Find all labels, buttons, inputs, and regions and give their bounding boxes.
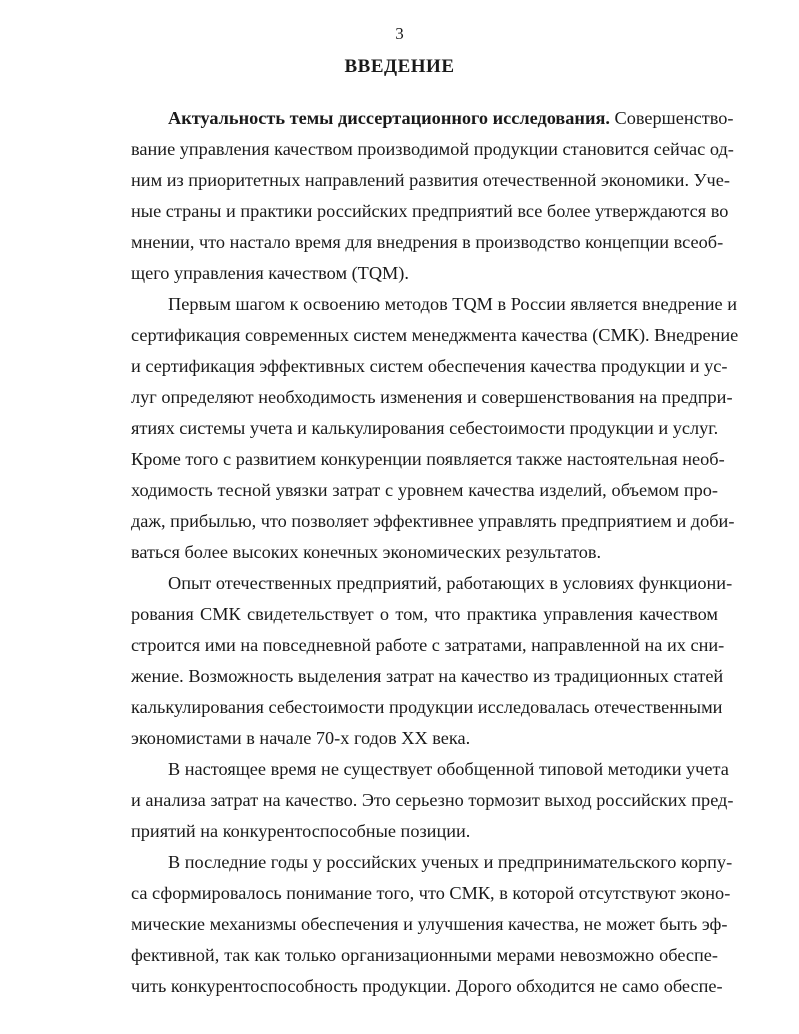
paragraph-1-line-2: вание управления качеством производимой продукции становится сейчас од- xyxy=(131,139,734,159)
paragraph-3-line-3: строится ими на повседневной работе с затратами, направленной на их сни- xyxy=(131,635,725,655)
paragraph-4-line-3: приятий на конкурентоспособные позиции. xyxy=(131,821,471,841)
paragraph-2-line-5: ятиях системы учета и калькулирования себестоимости продукции и услуг. xyxy=(131,418,719,438)
paragraph-2-line-1: Первым шагом к освоению методов TQM в России является внедрение и xyxy=(168,294,738,314)
paragraph-4-line-2: и анализа затрат на качество. Это серьезно тормозит выход российских пред- xyxy=(131,790,734,810)
paragraph-3-line-1: Опыт отечественных предприятий, работающих в условиях функциони- xyxy=(168,573,733,593)
paragraph-1-line-1 xyxy=(168,106,734,130)
paragraph-3-line-2: рования СМК свидетельствует о том, что практика управления качеством xyxy=(131,604,718,624)
paragraph-5-line-4: фективной, так как только организационными мерами невозможно обеспе- xyxy=(131,945,718,965)
paragraph-1-lead: Актуальность темы диссертационного исследования. xyxy=(168,108,610,128)
paragraph-1-line-6: щего управления качеством (TQM). xyxy=(131,263,409,283)
paragraph-2-line-2: сертификация современных систем менеджмента качества (СМК). Внедрение xyxy=(131,325,739,345)
paragraph-3-line-5: калькулирования себестоимости продукции исследовалась отечественными xyxy=(131,697,723,717)
paragraph-4-line-1: В настоящее время не существует обобщенной типовой методики учета xyxy=(168,759,729,779)
paragraph-1-line-5: мнении, что настало время для внедрения в производство концепции всеоб- xyxy=(131,232,724,252)
paragraph-2-line-9: ваться более высоких конечных экономических результатов. xyxy=(131,542,602,562)
paragraph-5-line-2: са сформировалось понимание того, что СМК, в которой отсутствуют эконо- xyxy=(131,883,731,903)
paragraph-2-line-4: луг определяют необходимость изменения и совершенствования на предпри- xyxy=(131,387,733,407)
paragraph-3-line-6: экономистами в начале 70-х годов XX века. xyxy=(131,728,471,748)
section-heading: ВВЕДЕНИЕ xyxy=(344,56,455,77)
paragraph-1-line-3: ним из приоритетных направлений развития отечественной экономики. Уче- xyxy=(131,170,730,190)
paragraph-5-line-5: чить конкурентоспособность продукции. Дорого обходится не само обеспе- xyxy=(131,976,723,996)
paragraph-2-line-7: ходимость тесной увязки затрат с уровнем качества изделий, объемом про- xyxy=(131,480,718,500)
paragraph-5-line-3: мические механизмы обеспечения и улучшения качества, не может быть эф- xyxy=(131,914,728,934)
paragraph-2-line-8: даж, прибылью, что позволяет эффективнее управлять предприятием и доби- xyxy=(131,511,735,531)
paragraph-3-line-4: жение. Возможность выделения затрат на качество из традиционных статей xyxy=(131,666,724,686)
paragraph-2-line-3: и сертификация эффективных систем обеспечения качества продукции и ус- xyxy=(131,356,728,376)
paragraph-2-line-6: Кроме того с развитием конкуренции появляется также настоятельная необ- xyxy=(131,449,725,469)
paragraph-5-line-1: В последние годы у российских ученых и предпринимательского корпу- xyxy=(168,852,733,872)
page-number: 3 xyxy=(395,24,404,43)
paragraph-1-line-4: ные страны и практики российских предприятий все более утверждаются во xyxy=(131,201,729,221)
paragraph-1-line-1-text: Совершенство- xyxy=(609,108,734,128)
